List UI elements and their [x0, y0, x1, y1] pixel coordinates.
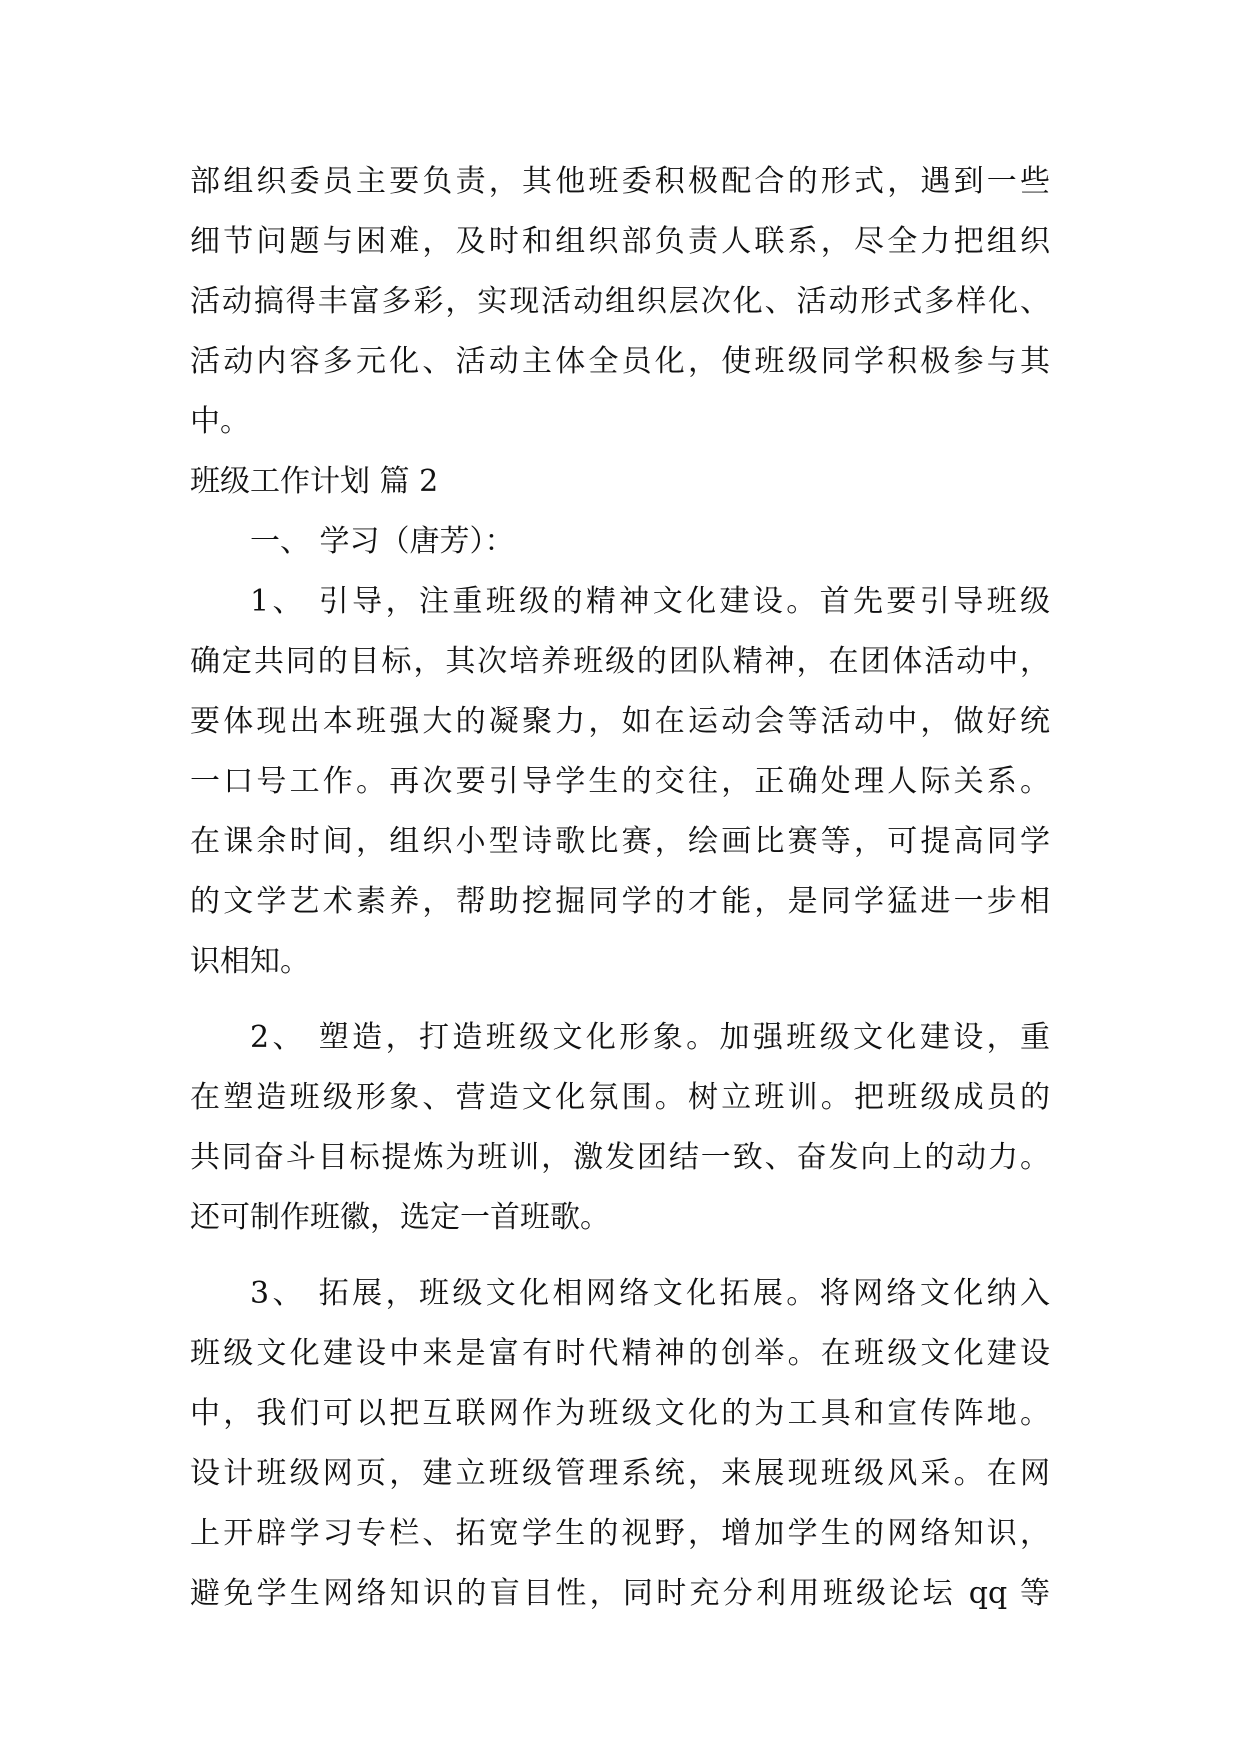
- list-item-1: [190, 572, 1050, 992]
- section-title: 班级工作计划 篇 2: [190, 464, 439, 499]
- text-line: 在课余时间，组织小型诗歌比赛，绘画比赛等，可提高同学: [190, 824, 1050, 859]
- text-line: 确定共同的目标，其次培养班级的团队精神，在团体活动中，: [190, 644, 1050, 679]
- text-line: 活动内容多元化、活动主体全员化，使班级同学积极参与其: [190, 344, 1050, 379]
- text-line: 班级文化建设中来是富有时代精神的创举。在班级文化建设: [190, 1336, 1050, 1371]
- text-line: 上开辟学习专栏、拓宽学生的视野，增加学生的网络知识，: [190, 1516, 1050, 1551]
- paragraph-gap: [190, 1248, 1050, 1264]
- text-line: 共同奋斗目标提炼为班训，激发团结一致、奋发向上的动力。: [190, 1140, 1050, 1175]
- text-line: 1、 引导，注重班级的精神文化建设。首先要引导班级: [250, 584, 1050, 619]
- text-line: 设计班级网页，建立班级管理系统，来展现班级风采。在网: [190, 1456, 1050, 1491]
- paragraph-continued: [190, 152, 1050, 452]
- text-line: 2、 塑造，打造班级文化形象。加强班级文化建设，重: [250, 1020, 1050, 1055]
- text-line: 避免学生网络知识的盲目性，同时充分利用班级论坛 qq 等: [190, 1576, 1050, 1611]
- paragraph-gap: [190, 992, 1050, 1008]
- text-line: 要体现出本班强大的凝聚力，如在运动会等活动中，做好统: [190, 704, 1050, 739]
- text-line: 中。: [190, 404, 250, 439]
- text-line: 还可制作班徽，选定一首班歌。: [190, 1200, 610, 1235]
- text-line: 细节问题与困难，及时和组织部负责人联系，尽全力把组织: [190, 224, 1050, 259]
- text-line: 在塑造班级形象、营造文化氛围。树立班训。把班级成员的: [190, 1080, 1050, 1115]
- text-line: 一口号工作。再次要引导学生的交往，正确处理人际关系。: [190, 764, 1050, 799]
- document-page: [190, 152, 1050, 1624]
- text-line: 活动搞得丰富多彩，实现活动组织层次化、活动形式多样化、: [190, 284, 1050, 319]
- text-line: 的文学艺术素养，帮助挖掘同学的才能，是同学猛进一步相: [190, 884, 1050, 919]
- list-item-2: [190, 1008, 1050, 1248]
- text-line: 识相知。: [190, 944, 310, 979]
- subheading: 一、 学习（唐芳）：: [250, 524, 515, 559]
- list-item-3: [190, 1264, 1050, 1624]
- text-line: 3、 拓展，班级文化相网络文化拓展。将网络文化纳入: [250, 1276, 1050, 1311]
- text-line: 部组织委员主要负责，其他班委积极配合的形式，遇到一些: [190, 164, 1050, 199]
- text-line: 中，我们可以把互联网作为班级文化的为工具和宣传阵地。: [190, 1396, 1050, 1431]
